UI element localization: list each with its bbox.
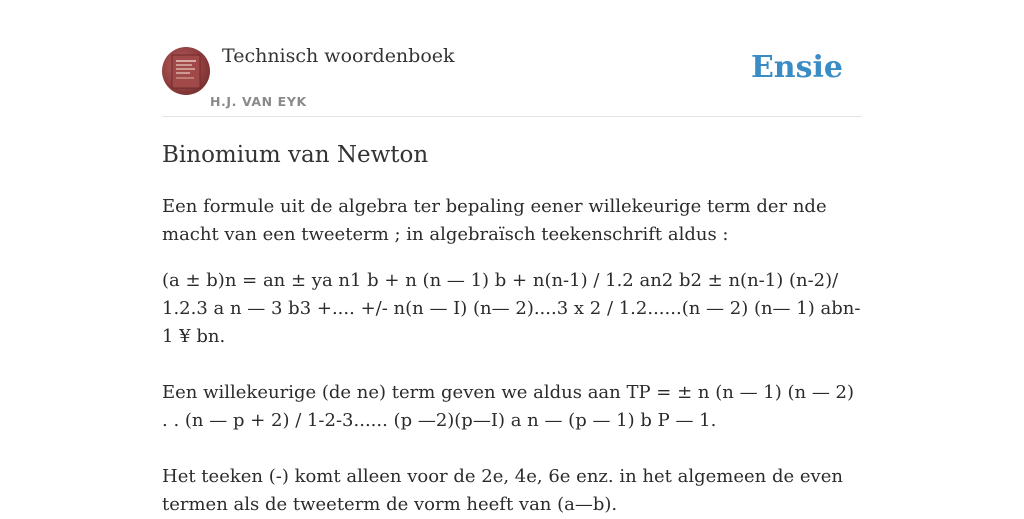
ensie-logo[interactable]: Ensie (750, 50, 843, 85)
entry-paragraph: Het teeken (-) komt alleen voor de 2e, 4e, 6e enz. in het algemeen de even termen als de tweeterm de vorm heeft van (a—b). (162, 466, 843, 515)
entry-paragraph: Een willekeurige (de ne) term geven we aldus aan TP = ± n (n — 1) (n — 2) . . (n — p + 2) / 1-2-3...... (p —2)(p—I) a n — (p — 1) b P — 1. (162, 382, 855, 431)
book-cover-icon (162, 47, 210, 95)
entry-paragraph: (a ± b)n = an ± ya n1 b + n (n — 1) b + n(n-1) / 1.2 an2 b2 ± n(n-1) (n-2)/ 1.2.3 a n — 3 b3 +.... +/- n(n — I) (n— 2)....3 x 2 / 1.2......(n — 2) (n— 1) abn-1 ¥ bn. (162, 270, 861, 347)
book-cover-avatar[interactable] (162, 47, 210, 95)
site-header (162, 0, 862, 117)
book-title[interactable]: Technisch woordenboek (222, 45, 455, 67)
entry-content (162, 140, 864, 519)
entry-paragraph: Een formule uit de algebra ter bepaling eener willekeurige term der nde macht van een tweeterm ; in algebraïsch teekenschrift aldus : (162, 196, 827, 245)
author-name[interactable]: H.J. VAN EYK (210, 94, 307, 109)
entry-title: Binomium van Newton (162, 142, 429, 168)
